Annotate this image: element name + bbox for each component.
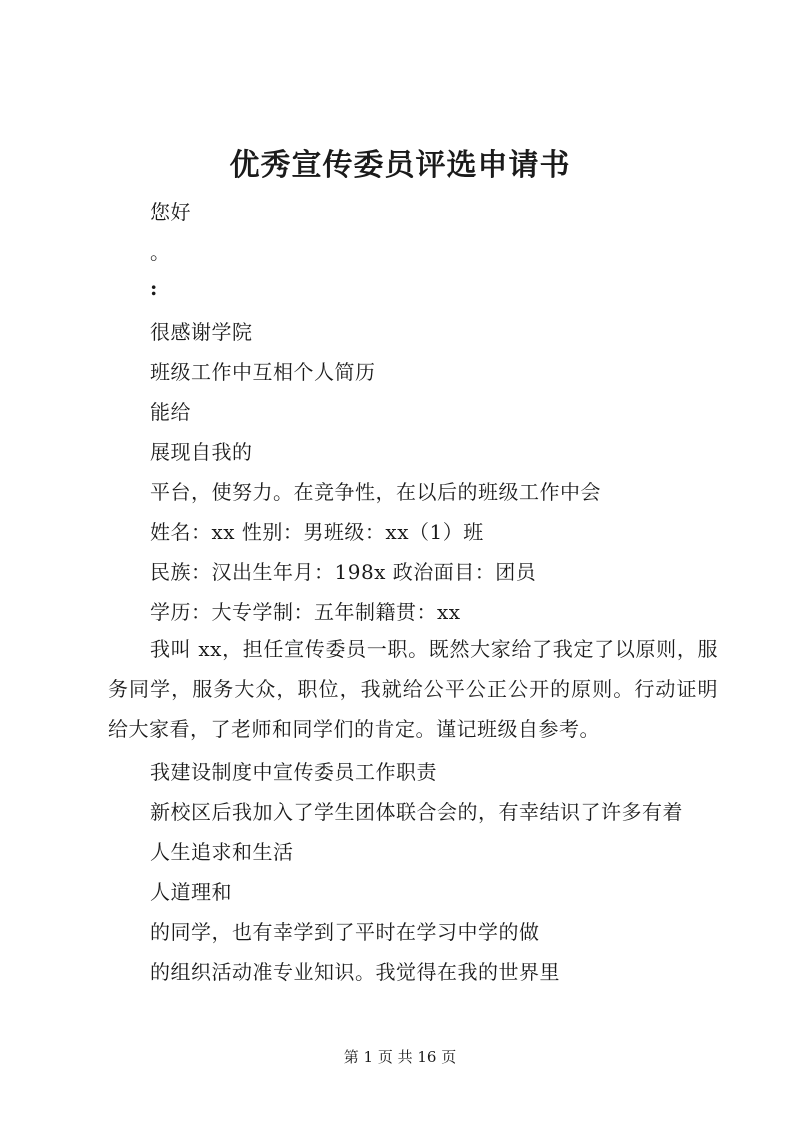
- text-line: 能给: [150, 400, 191, 424]
- text-line: 民族：汉出生年月：198x 政治面目：团员: [150, 560, 537, 584]
- text-line: 很感谢学院: [150, 320, 253, 344]
- body-paragraph: 我叫 xx，担任宣传委员一职。既然大家给了我定了以原则，服务同学，服务大众，职位，我就给公平公正公开的原则。行动证明给大家看，了老师和同学们的肯定。谨记班级自参考。: [108, 637, 718, 741]
- text-line: :: [150, 276, 158, 300]
- text-line: 人道理和: [150, 880, 232, 904]
- text-line: 学历：大专学制：五年制籍贯：xx: [150, 600, 461, 624]
- text-line: 。: [150, 240, 171, 264]
- page-footer: 第 1 页 共 16 页: [343, 1048, 457, 1066]
- text-line: 的同学，也有幸学到了平时在学习中学的做: [150, 920, 540, 944]
- document-title: 优秀宣传委员评选申请书: [229, 148, 571, 183]
- text-line: 的组织活动准专业知识。我觉得在我的世界里: [150, 960, 560, 984]
- text-line: 我建设制度中宣传委员工作职责: [150, 760, 437, 784]
- text-line: 人生追求和生活: [150, 840, 294, 864]
- text-line: 姓名：xx 性别：男班级：xx（1）班: [150, 520, 484, 544]
- text-line: 平台，使努力。在竞争性，在以后的班级工作中会: [150, 480, 601, 504]
- text-line: 您好: [150, 200, 191, 224]
- text-line: 展现自我的: [150, 440, 253, 464]
- text-line: 新校区后我加入了学生团体联合会的，有幸结识了许多有着: [150, 800, 683, 824]
- text-line: 班级工作中互相个人简历: [150, 360, 376, 384]
